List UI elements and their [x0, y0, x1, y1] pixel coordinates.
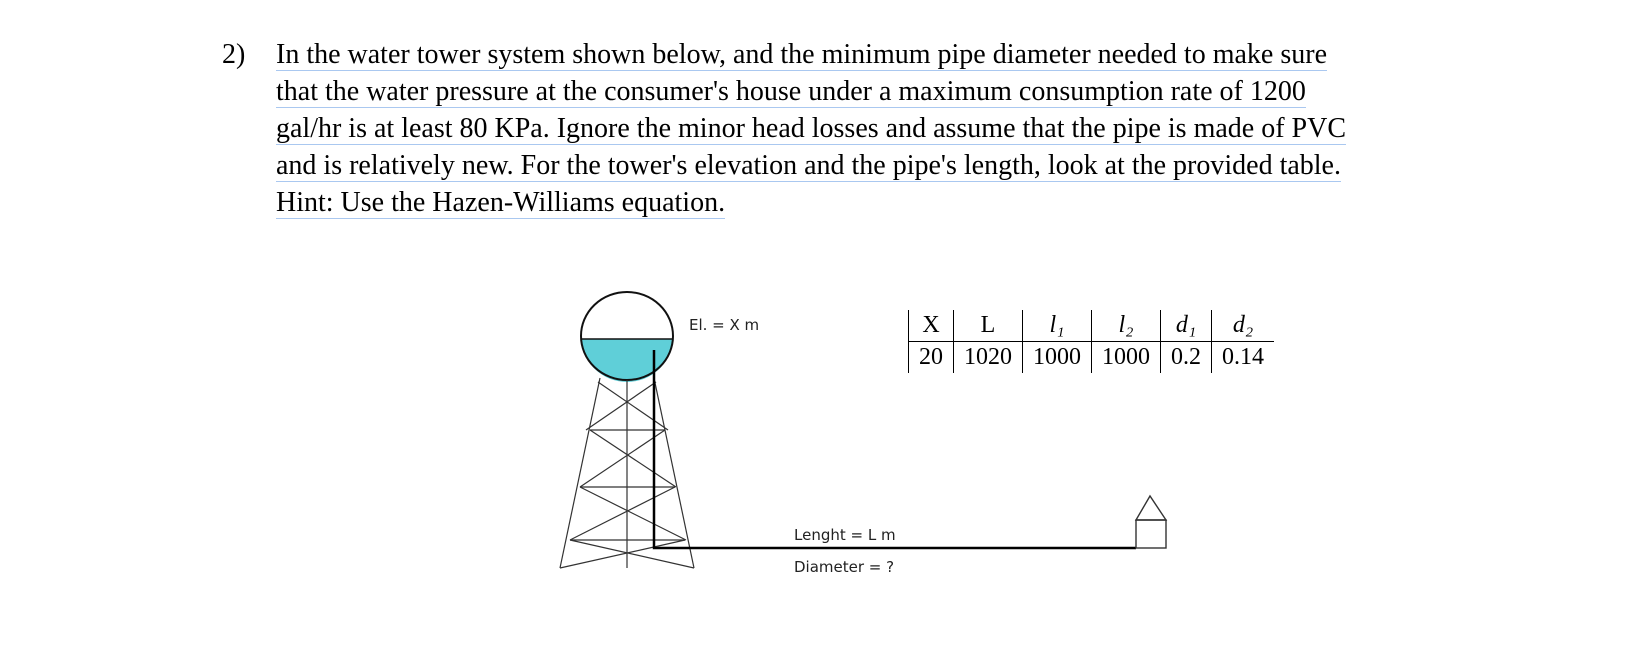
header-cell: d₁: [1161, 310, 1212, 342]
elevation-label: El. = X m: [689, 316, 760, 334]
value-cell: 1000: [1023, 342, 1092, 374]
value-cell: 1020: [954, 342, 1023, 374]
consumer-house: [1136, 496, 1166, 548]
water-tank: [581, 292, 673, 382]
table-row: [909, 342, 1275, 374]
tank-water: [582, 339, 672, 382]
problem-number: 2): [222, 39, 246, 70]
value-cell: 20: [909, 342, 954, 374]
header-cell: l₁: [1023, 310, 1092, 342]
problem-line: and is relatively new. For the tower's elevation and the pipe's length, look at the provided table.: [276, 150, 1341, 181]
parameter-table: [908, 310, 1274, 373]
value-cell: 1000: [1092, 342, 1161, 374]
header-cell: L: [954, 310, 1023, 342]
problem-line: Hint: Use the Hazen-Williams equation.: [276, 187, 726, 218]
header-cell: d₂: [1212, 310, 1275, 342]
pipe: [654, 350, 1136, 548]
header-cell: l₂: [1092, 310, 1161, 342]
length-label: Lenght = L m: [794, 526, 896, 544]
problem-line: gal/hr is at least 80 KPa. Ignore the minor head losses and assume that the pipe is made of PVC: [276, 113, 1347, 144]
problem-line: that the water pressure at the consumer's house under a maximum consumption rate of 1200: [276, 76, 1306, 107]
tower-frame: [560, 378, 694, 568]
header-cell: X: [909, 310, 954, 342]
value-cell: 0.2: [1161, 342, 1212, 374]
table-header-row: [909, 310, 1275, 342]
diameter-label: Diameter = ?: [794, 558, 895, 576]
value-cell: 0.14: [1212, 342, 1275, 374]
problem-line: In the water tower system shown below, and the minimum pipe diameter needed to make sure: [276, 39, 1327, 70]
